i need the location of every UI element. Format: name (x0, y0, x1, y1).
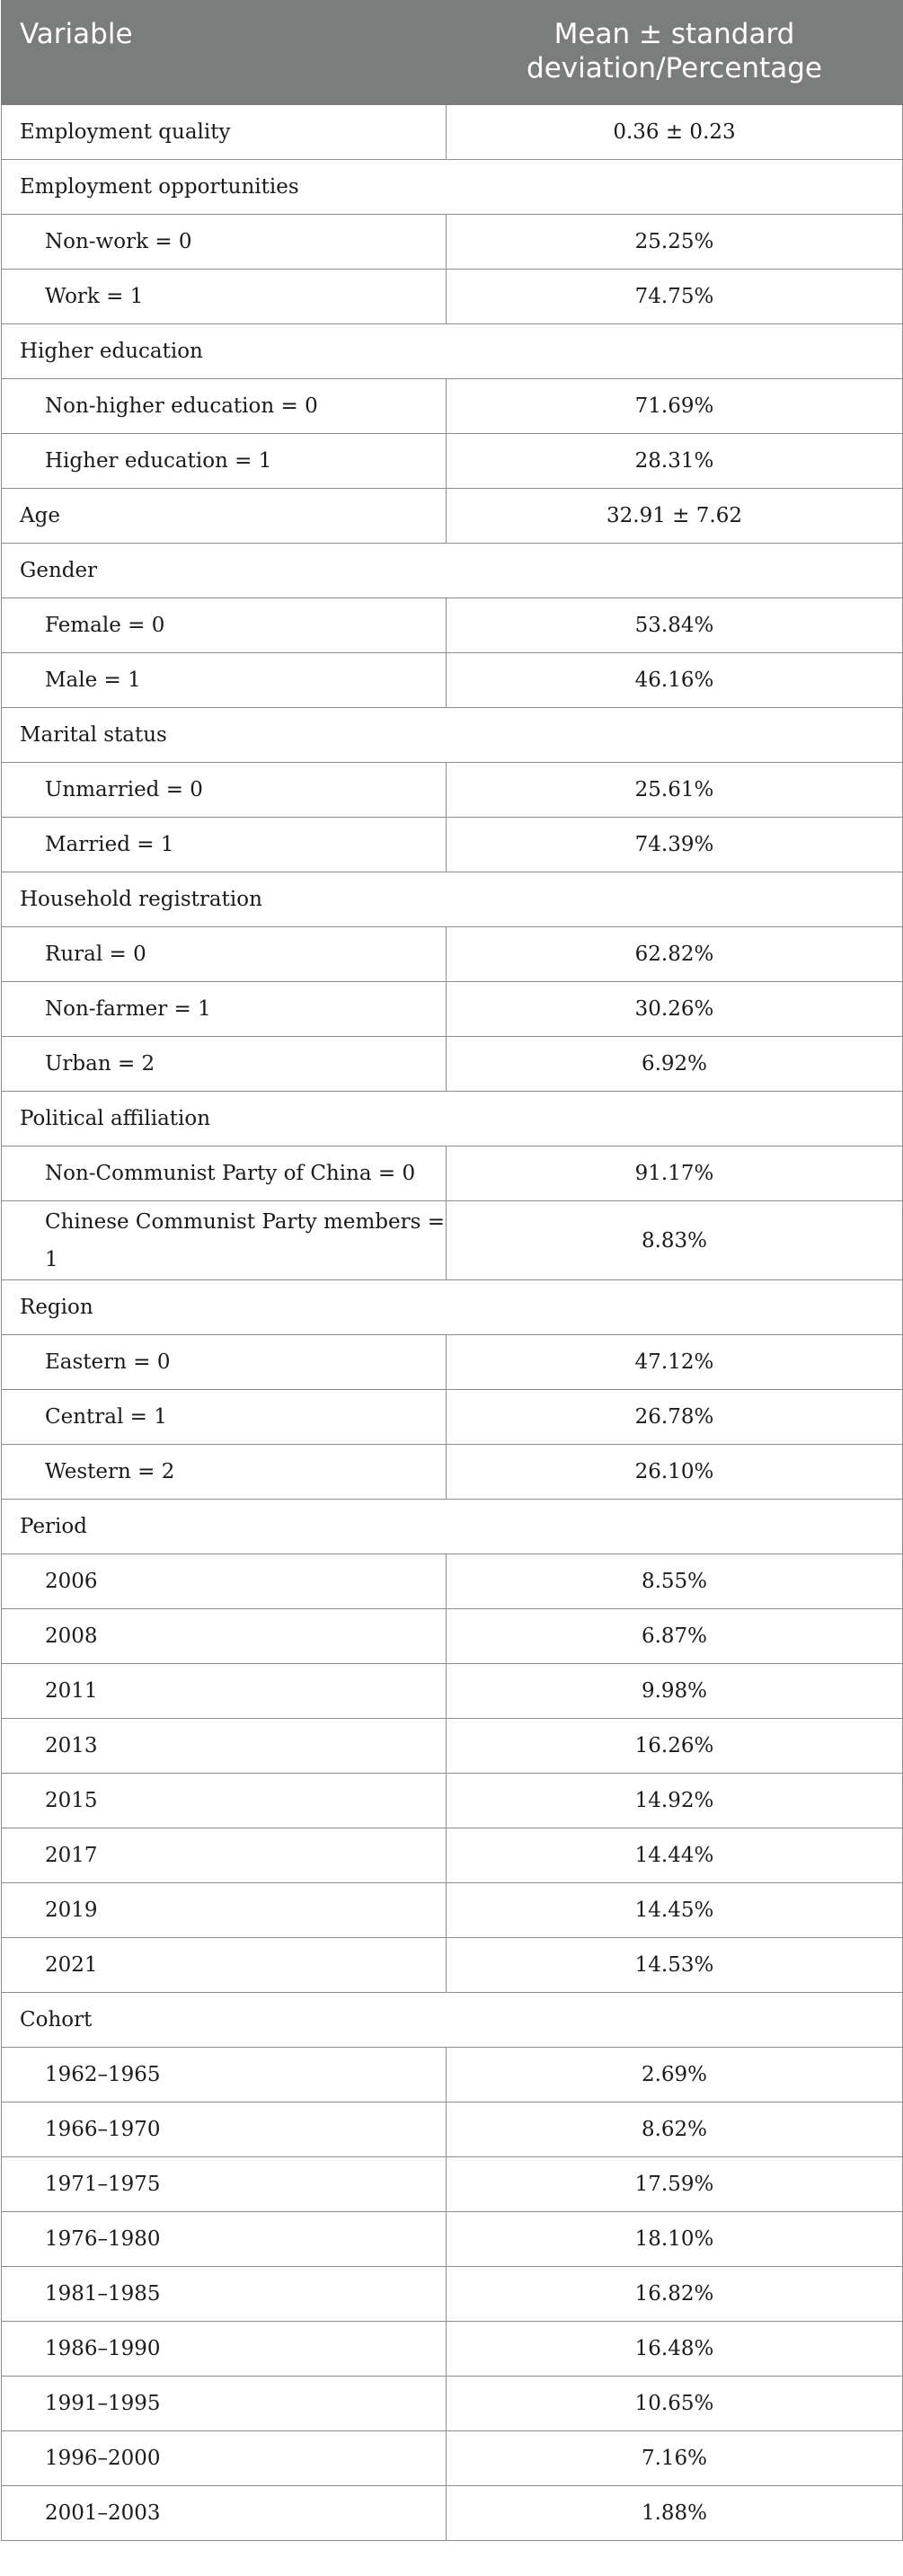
statistic-value: 32.91 ± 7.62 (447, 489, 903, 544)
statistic-value: 8.55% (447, 1554, 903, 1609)
table-row (2, 818, 903, 872)
statistic-value: 46.16% (447, 653, 903, 708)
table-row (2, 598, 903, 653)
table-row (2, 2486, 903, 2541)
statistic-value: 6.87% (447, 1609, 903, 1664)
table-row (2, 653, 903, 708)
statistic-value: 16.82% (447, 2267, 903, 2322)
table-row (2, 2377, 903, 2431)
statistic-value: 18.10% (447, 2212, 903, 2267)
table-row (2, 1390, 903, 1445)
variable-label: Non-farmer = 1 (2, 982, 447, 1037)
table-row (2, 763, 903, 818)
table-row (2, 927, 903, 982)
variable-label: 2021 (2, 1938, 447, 1993)
variable-label: Age (2, 489, 447, 544)
descriptive-statistics-table (1, 0, 903, 2541)
table-row (2, 1828, 903, 1883)
statistic-value: 6.92% (447, 1037, 903, 1092)
category-label: Cohort (2, 1993, 447, 2048)
statistic-value: 10.65% (447, 2377, 903, 2431)
statistic-value: 9.98% (447, 1664, 903, 1719)
statistic-value: 25.61% (447, 763, 903, 818)
category-label: Gender (2, 544, 447, 598)
table-row (2, 2267, 903, 2322)
variable-label: Urban = 2 (2, 1037, 447, 1092)
table-row (2, 982, 903, 1037)
statistic-value: 25.25% (447, 215, 903, 270)
variable-label: 2011 (2, 1664, 447, 1719)
table-row (2, 1554, 903, 1609)
category-label: Marital status (2, 708, 447, 763)
statistic-value (447, 324, 903, 379)
statistic-value: 26.10% (447, 1445, 903, 1500)
table-row (2, 215, 903, 270)
table-row (2, 2157, 903, 2212)
statistic-value (447, 708, 903, 763)
table-row (2, 1201, 903, 1280)
table-row (2, 1609, 903, 1664)
variable-label: Higher education = 1 (2, 434, 447, 489)
variable-label: Married = 1 (2, 818, 447, 872)
variable-label: 2019 (2, 1883, 447, 1938)
variable-label: 1971–1975 (2, 2157, 447, 2212)
statistic-value: 47.12% (447, 1335, 903, 1390)
category-label: Employment opportunities (2, 160, 447, 215)
statistic-value: 16.48% (447, 2322, 903, 2377)
header-variable-label: Variable (20, 18, 133, 50)
table-row (2, 1938, 903, 1993)
table-row (2, 2212, 903, 2267)
table-header (2, 1, 903, 105)
category-row (2, 1993, 903, 2048)
statistic-value: 1.88% (447, 2486, 903, 2541)
statistic-value: 2.69% (447, 2048, 903, 2102)
statistic-value: 53.84% (447, 598, 903, 653)
statistic-value: 14.45% (447, 1883, 903, 1938)
category-row (2, 872, 903, 927)
statistic-value (447, 1993, 903, 2048)
variable-label: 1991–1995 (2, 2377, 447, 2431)
table-row (2, 1883, 903, 1938)
category-row (2, 708, 903, 763)
table-row (2, 1146, 903, 1201)
category-row (2, 160, 903, 215)
table-row (2, 2102, 903, 2157)
table-row (2, 270, 903, 324)
variable-label: Work = 1 (2, 270, 447, 324)
variable-label: Employment quality (2, 105, 447, 160)
statistic-value (447, 1280, 903, 1335)
statistic-value (447, 1500, 903, 1554)
statistic-value (447, 1092, 903, 1146)
statistic-value: 16.26% (447, 1719, 903, 1774)
header-statistic (447, 1, 903, 105)
variable-label: 1996–2000 (2, 2431, 447, 2486)
table-row (2, 1445, 903, 1500)
statistic-value (447, 160, 903, 215)
table-row (2, 2048, 903, 2102)
variable-label: Non-work = 0 (2, 215, 447, 270)
variable-label: 1962–1965 (2, 2048, 447, 2102)
variable-label: 1976–1980 (2, 2212, 447, 2267)
variable-label: Rural = 0 (2, 927, 447, 982)
variable-label: Eastern = 0 (2, 1335, 447, 1390)
table-row (2, 1719, 903, 1774)
table-row (2, 2322, 903, 2377)
variable-label: 2001–2003 (2, 2486, 447, 2541)
statistic-value: 0.36 ± 0.23 (447, 105, 903, 160)
variable-label: Chinese Communist Party members = 1 (2, 1201, 447, 1280)
header-row (2, 1, 903, 105)
statistic-value: 91.17% (447, 1146, 903, 1201)
statistic-value: 26.78% (447, 1390, 903, 1445)
variable-label: 2008 (2, 1609, 447, 1664)
table-row (2, 2431, 903, 2486)
table-row (2, 1774, 903, 1828)
table-body (2, 105, 903, 2541)
statistic-value: 14.44% (447, 1828, 903, 1883)
category-label: Higher education (2, 324, 447, 379)
category-row (2, 544, 903, 598)
statistic-value: 62.82% (447, 927, 903, 982)
category-label: Period (2, 1500, 447, 1554)
variable-label: 1986–1990 (2, 2322, 447, 2377)
table-row (2, 379, 903, 434)
header-variable (2, 1, 447, 105)
statistic-value: 71.69% (447, 379, 903, 434)
table-row (2, 105, 903, 160)
variable-label: 2013 (2, 1719, 447, 1774)
category-row (2, 1092, 903, 1146)
statistic-value (447, 544, 903, 598)
statistic-value: 17.59% (447, 2157, 903, 2212)
category-row (2, 324, 903, 379)
variable-label: 2006 (2, 1554, 447, 1609)
category-label: Region (2, 1280, 447, 1335)
statistic-value: 7.16% (447, 2431, 903, 2486)
statistic-value: 8.83% (447, 1201, 903, 1280)
category-label: Household registration (2, 872, 447, 927)
statistic-value: 14.92% (447, 1774, 903, 1828)
category-row (2, 1500, 903, 1554)
category-row (2, 1280, 903, 1335)
header-statistic-label: Mean ± standard deviation/Percentage (527, 18, 822, 84)
variable-label: 1981–1985 (2, 2267, 447, 2322)
table-row (2, 1335, 903, 1390)
variable-label: Non-Communist Party of China = 0 (2, 1146, 447, 1201)
table-row (2, 1664, 903, 1719)
variable-label: Female = 0 (2, 598, 447, 653)
statistic-value: 74.39% (447, 818, 903, 872)
statistic-value: 30.26% (447, 982, 903, 1037)
statistic-value: 8.62% (447, 2102, 903, 2157)
category-label: Political affiliation (2, 1092, 447, 1146)
variable-label: 1966–1970 (2, 2102, 447, 2157)
variable-label: Male = 1 (2, 653, 447, 708)
table-row (2, 489, 903, 544)
variable-label: 2015 (2, 1774, 447, 1828)
variable-label: Non-higher education = 0 (2, 379, 447, 434)
statistic-value (447, 872, 903, 927)
statistic-value: 14.53% (447, 1938, 903, 1993)
variable-label: Unmarried = 0 (2, 763, 447, 818)
statistic-value: 74.75% (447, 270, 903, 324)
variable-label: 2017 (2, 1828, 447, 1883)
table-row (2, 1037, 903, 1092)
statistic-value: 28.31% (447, 434, 903, 489)
table-row (2, 434, 903, 489)
variable-label: Central = 1 (2, 1390, 447, 1445)
variable-label: Western = 2 (2, 1445, 447, 1500)
